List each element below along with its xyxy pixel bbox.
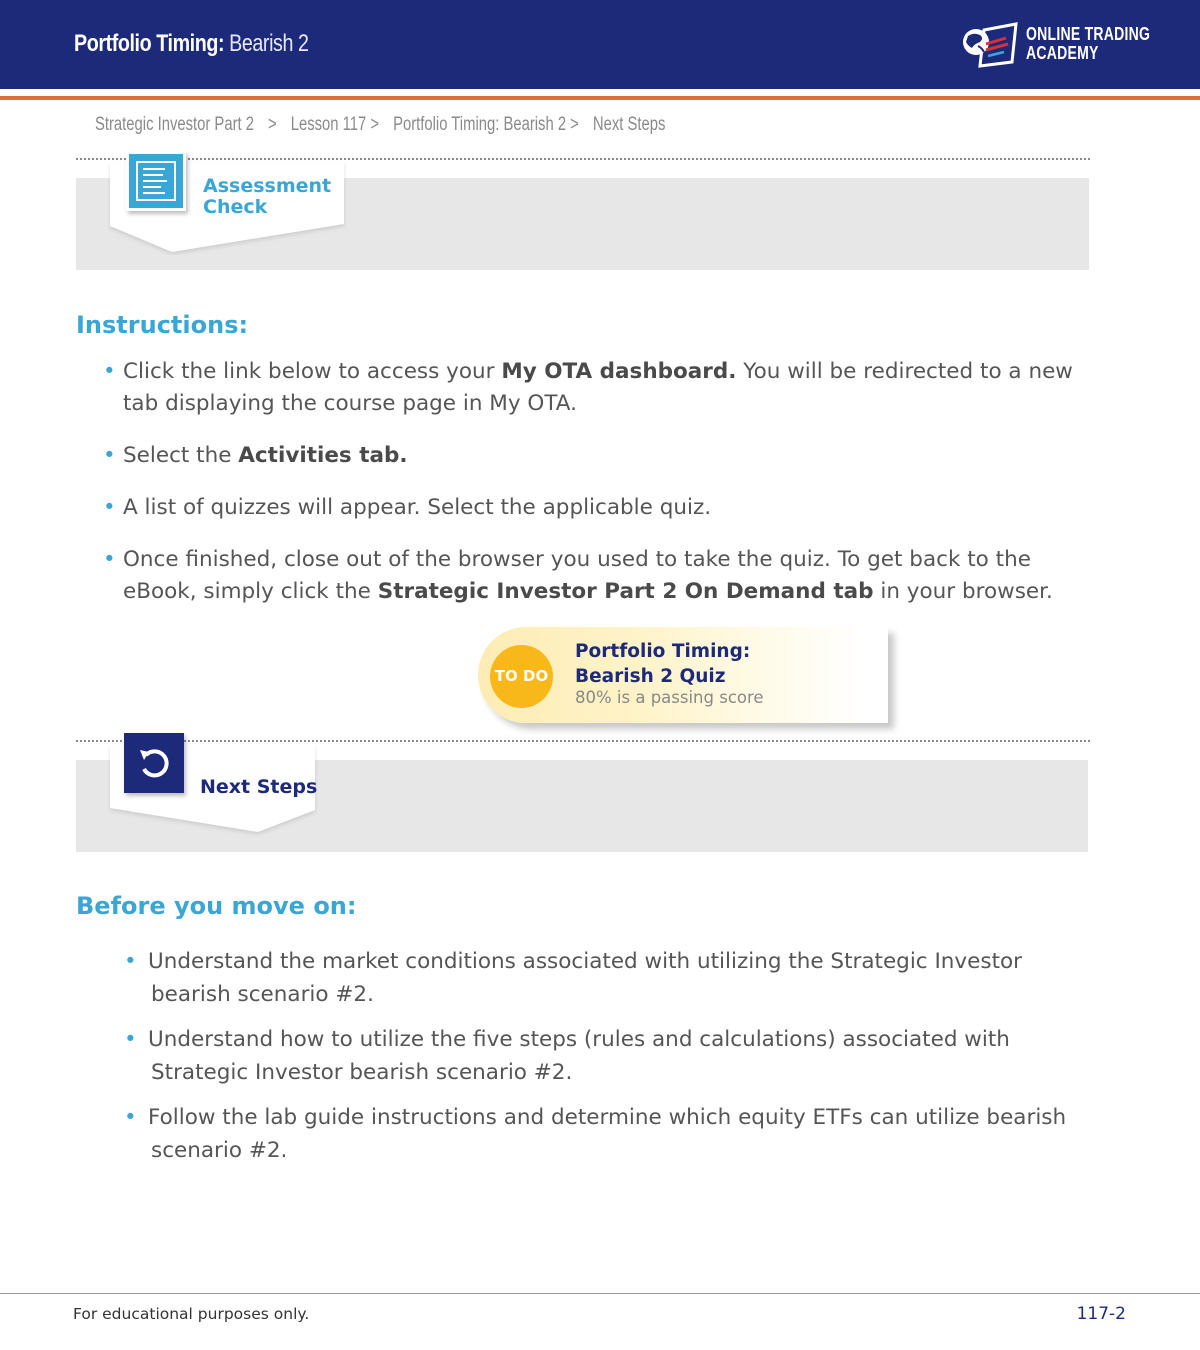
page-number: 117-2 [1076, 1304, 1126, 1324]
instructions-heading: Instructions: [76, 311, 249, 339]
quiz-title: Portfolio Timing: Bearish 2 Quiz [575, 641, 751, 687]
logo-line-1: ONLINE TRADING [1026, 24, 1151, 44]
breadcrumb-item-course[interactable]: Strategic Investor Part 2 [95, 114, 254, 135]
ota-logo-text [1026, 25, 1150, 63]
list-item: • A list of quizzes will appear. Select the applicable quiz. [123, 492, 1083, 524]
list-item: • Understand the market conditions associated with utilizing the Strategic Investor bearish scenario #2. [148, 945, 1098, 1011]
list-item: • Once finished, close out of the browser you used to take the quiz. To get back to the eBook, simply click the Strategic Investor Part 2 On Demand tab in your browser. [123, 544, 1083, 608]
page-title [74, 30, 309, 58]
assessment-label-line-1: Assessment [203, 175, 332, 197]
list-item: • Understand how to utilize the five steps (rules and calculations) associated with Strategic Investor bearish scenario #2. [148, 1023, 1098, 1089]
next-steps-label: Next Steps [200, 776, 318, 798]
assessment-label-line-2: Check [203, 196, 268, 218]
quiz-todo-card[interactable] [478, 627, 888, 723]
page-header [0, 0, 1200, 89]
logo-line-2: ACADEMY [1026, 43, 1099, 63]
breadcrumb-separator: > [268, 114, 277, 135]
before-list [148, 945, 1098, 1179]
ota-globe-logo-icon [960, 22, 1020, 68]
breadcrumb-item-current: Next Steps [592, 114, 666, 135]
list-item: • Select the Activities tab. [123, 440, 1083, 472]
breadcrumb-item-lesson[interactable]: Lesson 117 > [290, 114, 380, 135]
instructions-list [123, 356, 1083, 628]
ota-logo [960, 22, 1151, 68]
before-heading: Before you move on: [76, 892, 357, 920]
footer-disclaimer: For educational purposes only. [73, 1305, 310, 1323]
page-title-light: Bearish 2 [229, 30, 309, 57]
footer-divider [0, 1293, 1200, 1294]
checklist-icon [126, 151, 186, 211]
assessment-check-label [203, 176, 331, 218]
list-item: • Follow the lab guide instructions and determine which equity ETFs can utilize bearish scenario #2. [148, 1101, 1098, 1167]
breadcrumb-item-topic[interactable]: Portfolio Timing: Bearish 2 > [393, 114, 579, 135]
header-divider [0, 96, 1200, 100]
passing-score-text: 80% is a passing score [575, 688, 764, 707]
breadcrumb [95, 114, 679, 138]
list-item: • Click the link below to access your My OTA dashboard. You will be redirected to a new tab displaying the course page in My OTA. [123, 356, 1083, 420]
refresh-icon [124, 733, 184, 793]
page-title-bold: Portfolio Timing: [74, 30, 225, 57]
todo-badge: TO DO [490, 645, 553, 708]
my-ota-dashboard-link[interactable]: My OTA dashboard. [501, 359, 737, 384]
